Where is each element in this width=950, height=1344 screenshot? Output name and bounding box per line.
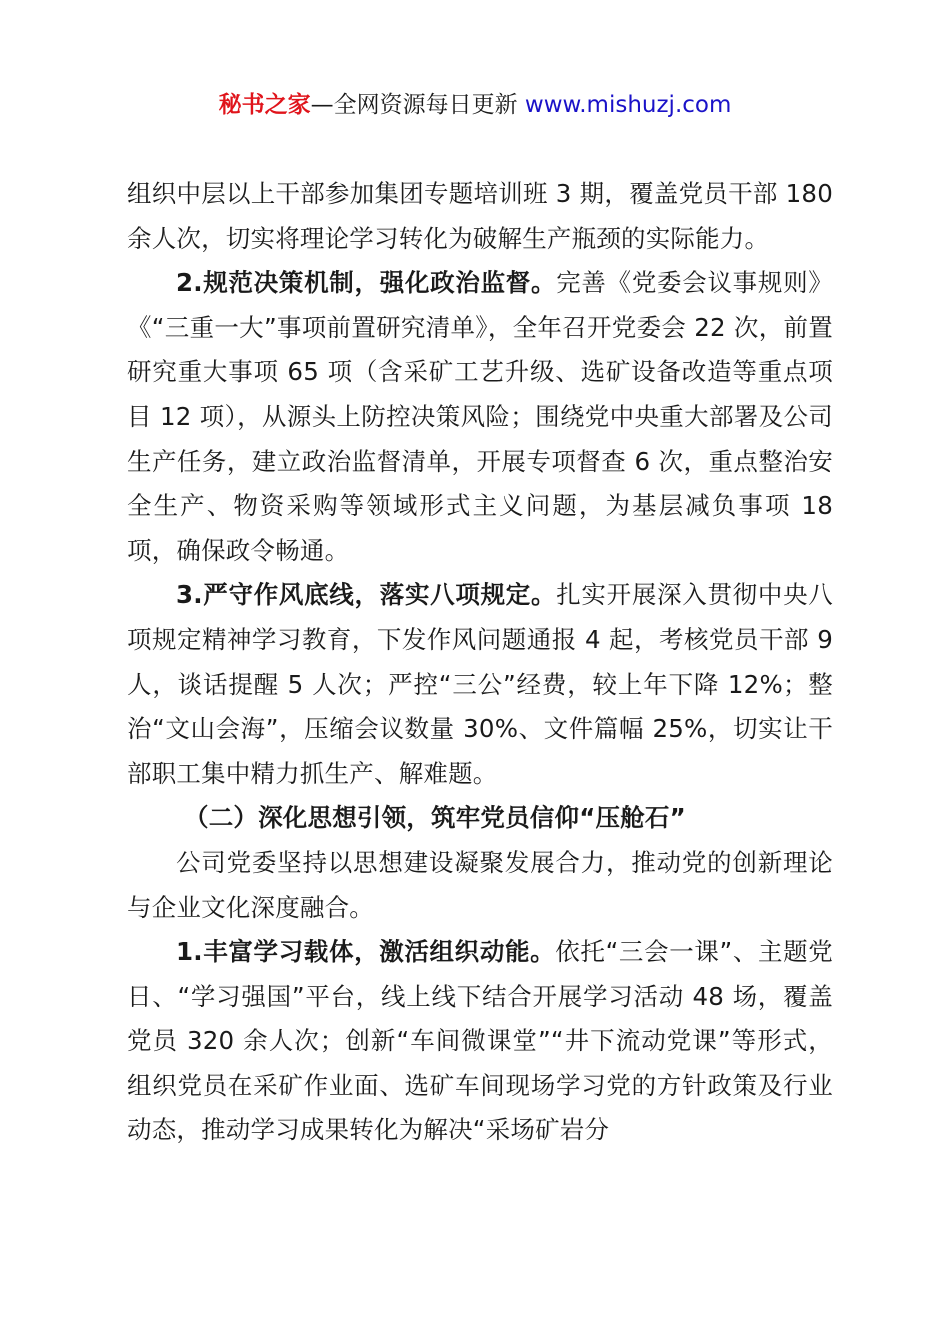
- paragraph-3-body: 扎实开展深入贯彻中央八项规定精神学习教育，下发作风问题通报 4 起，考核党员干部 9 人，谈话提醒 5 人次；严控“三公”经费，较上年下降 12%；整治“文山会海”，压缩会议数量 30%、文件篇幅 25%，切实让干部职工集中精力抓生产、解难题。: [127, 580, 833, 788]
- paragraph-2-heading: 2.规范决策机制，强化政治监督。: [176, 268, 557, 298]
- header-url[interactable]: www.mishuzj.com: [524, 92, 732, 118]
- paragraph-5: [127, 930, 833, 1153]
- header-tagline: —全网资源每日更新: [310, 92, 518, 118]
- paragraph-3: [127, 573, 833, 796]
- paragraph-2-body: 完善《党委会议事规则》《“三重一大”事项前置研究清单》，全年召开党委会 22 次，前置研究重大事项 65 项（含采矿工艺升级、选矿设备改造等重点项目 12 项），从源头上防控决策风险；围绕党中央重大部署及公司生产任务，建立政治监督清单，开展专项督查 6 次，重点整治安全生产、物资采购等领域形式主义问题，为基层减负事项 18 项，确保政令畅通。: [127, 268, 833, 565]
- paragraph-2: [127, 261, 833, 573]
- section-heading-2: （二）深化思想引领，筑牢党员信仰“压舱石”: [184, 803, 686, 833]
- paragraph-5-heading: 1.丰富学习载体，激活组织动能。: [176, 937, 556, 967]
- paragraph-4: 公司党委坚持以思想建设凝聚发展合力，推动党的创新理论与企业文化深度融合。: [127, 847, 833, 922]
- paragraph-5-body: 依托“三会一课”、主题党日、“学习强国”平台，线上线下结合开展学习活动 48 场，覆盖党员 320 余人次；创新“车间微课堂”“井下流动党课”等形式，组织党员在采矿作业面、选矿车间现场学习党的方针政策及行业动态，推动学习成果转化为解决“采场矿岩分: [127, 937, 833, 1145]
- document-body: [127, 172, 833, 1153]
- paragraph-1: 组织中层以上干部参加集团专题培训班 3 期，覆盖党员干部 180 余人次，切实将理论学习转化为破解生产瓶颈的实际能力。: [127, 179, 833, 253]
- paragraph-3-heading: 3.严守作风底线，落实八项规定。: [176, 580, 557, 610]
- brand-name: 秘书之家: [218, 92, 311, 118]
- site-header: [0, 88, 950, 122]
